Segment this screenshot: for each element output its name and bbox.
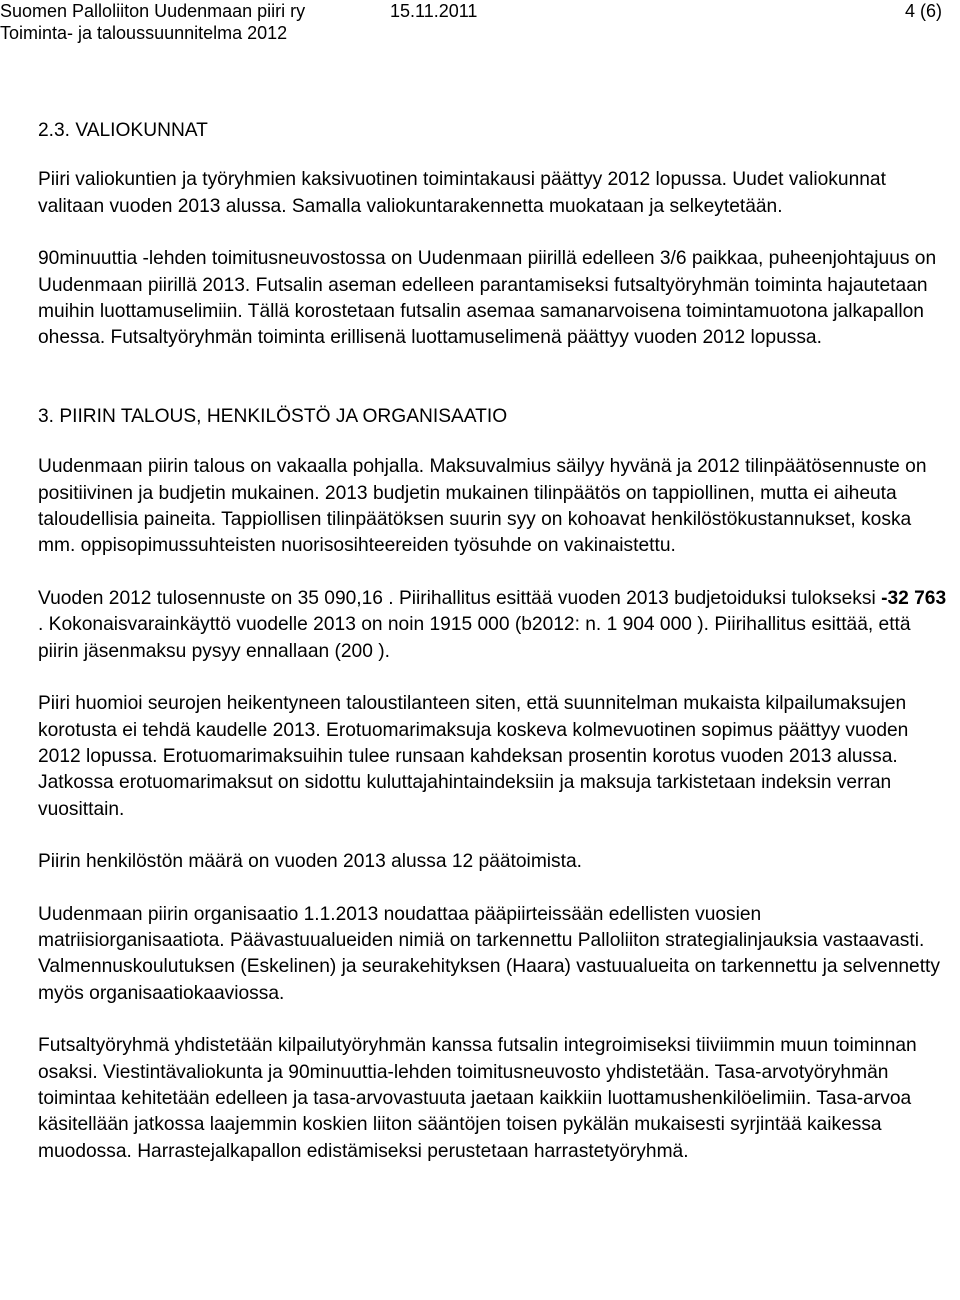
- organization-name: Suomen Palloliiton Uudenmaan piiri ry: [0, 1, 306, 21]
- section-heading-2-3: 2.3. VALIOKUNNAT: [38, 120, 208, 141]
- document-title: Toiminta- ja taloussuunnitelma 2012: [0, 23, 288, 43]
- paragraph-valiokunnat-2: 90minuuttia -lehden toimitusneuvostossa on Uudenmaan piirillä edelleen 3/6 paikkaa, puheenjohtajuus on Uudenmaan piirillä 2013. Futsalin aseman edelleen parantamiseksi futsaltyöryhmän toiminta hajautetaan muihin luottamuselimiin. Tällä korostetaan futsalin asemaa samanarvoisena toimintamuotona jalkapallon ohessa. Futsaltyöryhmän toiminta erillisenä luottamuselimenä päättyy vuoden 2012 lopussa.: [38, 248, 937, 349]
- page-header: [0, 0, 960, 50]
- paragraph-tyoryhmat: Futsaltyöryhmä yhdistetään kilpailutyöryhmän kanssa futsalin integroimiseksi tiiviimmin muun toiminnan osaksi. Viestintävaliokunta ja 90minuuttia-lehden toimitusneuvosto yhdistetään. Tasa-arvotyöryhmän toimintaa kehitetään edelleen ja tasa-arvovastuuta jaetaan kaikkiin luottamushenkilöelimiin. Tasa-arvoa käsitellään jatkossa laajemmin koskien liiton sääntöjen toisen pykälän mukaisesti syrjintää kaikessa muodossa. Harrastejalkapallon edistämiseksi perustetaan harrastetyöryhmä.: [38, 1035, 917, 1162]
- budget-result-value: -32 763: [881, 587, 947, 609]
- paragraph-talous-2: [38, 586, 953, 665]
- paragraph-talous-2-text-b: . Kokonaisvarainkäyttö vuodelle 2013 on noin 1915 000 (b2012: n. 1 904 000 ). Piirihallitus esittää, että piirin jäsenmaksu pysyy ennallaan (200 ).: [38, 614, 911, 662]
- document-date: 15.11.2011: [390, 1, 478, 21]
- page-number: 4 (6): [905, 1, 943, 21]
- paragraph-kilpailumaksut: Piiri huomioi seurojen heikentyneen taloustilanteen siten, että suunnitelman mukaista kilpailumaksujen korotusta ei tehdä kaudelle 2013. Erotuomarimaksuja koskeva kolmevuotinen sopimus päättyy vuoden 2012 lopussa. Erotuomarimaksuihin tulee runsaan kahdeksan prosentin korotus vuoden 2013 alussa. Jatkossa erotuomarimaksut on sidottu kuluttajahintaindeksiin ja maksuja tarkistetaan indeksin verran vuosittain.: [38, 693, 909, 820]
- document-body: [38, 118, 953, 1191]
- paragraph-henkilosto: Piirin henkilöstön määrä on vuoden 2013 alussa 12 päätoimista.: [38, 851, 582, 873]
- paragraph-talous-1: Uudenmaan piirin talous on vakaalla pohjalla. Maksuvalmius säilyy hyvänä ja 2012 tilinpäätösennuste on positiivinen ja budjetin mukainen. 2013 budjetin mukainen tilinpäätös on tappiollinen, mutta ei aiheuta taloudellisia paineita. Tappiollisen tilinpäätöksen suurin syy on kohoavat henkilöstökustannukset, koska mm. oppisopimussuhteisten nuorisosihteereiden työsuhde on vakinaistettu.: [38, 456, 927, 557]
- paragraph-organisaatio: Uudenmaan piirin organisaatio 1.1.2013 noudattaa pääpiirteissään edellisten vuosien matriisiorganisaatiota. Päävastuualueiden nimiä on tarkennettu Palloliiton strategialinjauksia vastaavasti. Valmennuskoulutuksen (Eskelinen) ja seurakehityksen (Haara) vastuualueita on tarkennettu ja selvennetty myös organisaatiokaaviossa.: [38, 903, 940, 1004]
- paragraph-talous-2-text-a: Vuoden 2012 tulosennuste on 35 090,16 . Piirihallitus esittää vuoden 2013 budjetoiduksi tulokseksi: [38, 587, 882, 609]
- section-heading-3: 3. PIIRIN TALOUS, HENKILÖSTÖ JA ORGANISAATIO: [38, 405, 508, 427]
- paragraph-valiokunnat-1: Piiri valiokuntien ja työryhmien kaksivuotinen toimintakausi päättyy 2012 lopussa. Uudet valiokunnat valitaan vuoden 2013 alussa. Samalla valiokuntarakennetta muokataan ja selkeytetään.: [38, 169, 886, 217]
